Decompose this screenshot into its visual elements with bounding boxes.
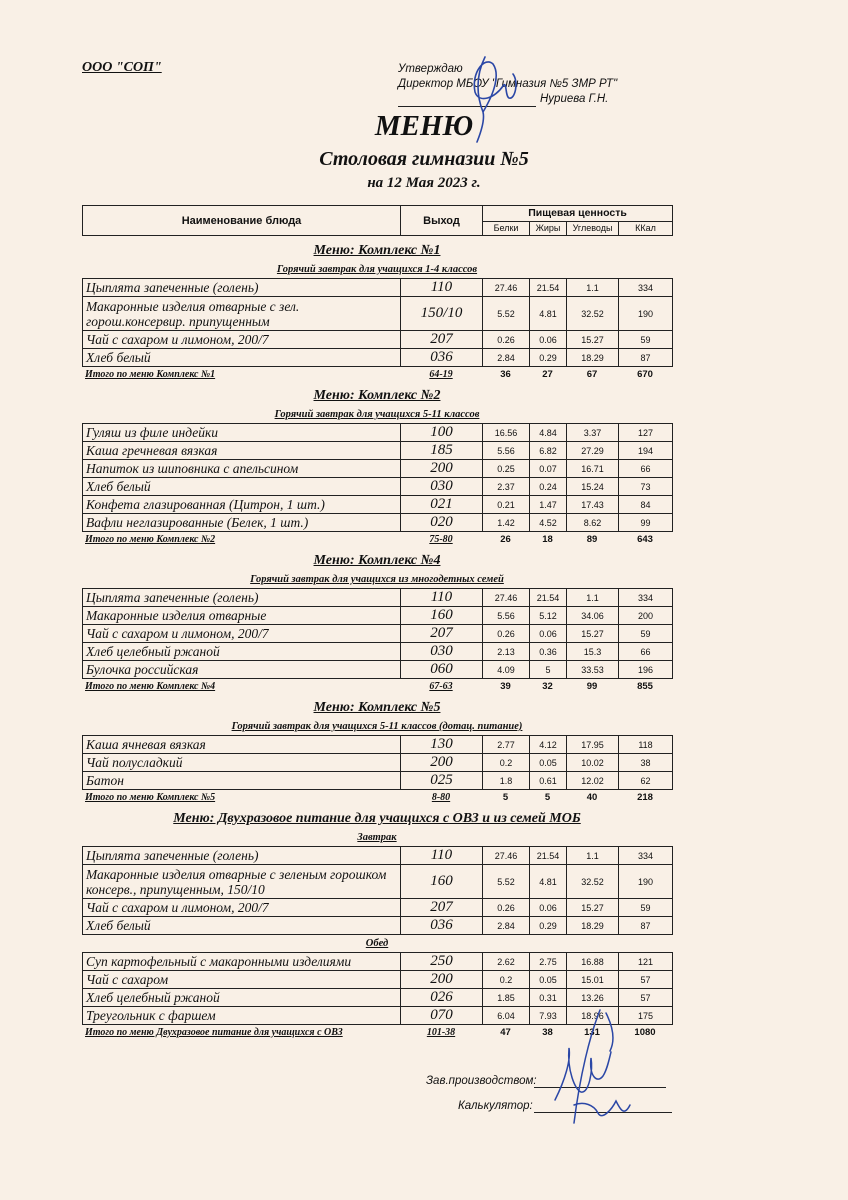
total-proteins: 26 [500,533,511,545]
proteins-value: 16.56 [483,424,530,442]
carbs-value: 15.27 [567,331,619,349]
table-row [83,754,673,772]
dish-output: 036 [401,917,483,935]
total-proteins: 5 [502,791,509,803]
table-row [83,279,673,297]
total-label: Итого по меню Комплекс №4 [85,680,216,692]
header-output: Выход [401,206,483,236]
kcal-value: 57 [619,989,673,1007]
items-table [82,278,673,367]
dish-output: 060 [401,661,483,679]
carbs-value: 17.95 [567,736,619,754]
total-output: 64-19 [429,368,453,380]
dish-name: Хлеб целебный ржаной [83,643,401,661]
proteins-value: 1.85 [483,989,530,1007]
carbs-value: 15.24 [567,478,619,496]
table-row [83,953,673,971]
dish-name: Каша гречневая вязкая [83,442,401,460]
dish-name: Цыплята запеченные (голень) [83,847,401,865]
dish-name: Макаронные изделия отварные с зел. горош.консервир. припущенным [83,297,401,331]
dish-name: Каша ячневая вязкая [83,736,401,754]
total-carbs: 67 [586,368,598,380]
carbs-value: 15.27 [567,899,619,917]
table-row [83,514,673,532]
kcal-value: 73 [619,478,673,496]
kcal-value: 62 [619,772,673,790]
total-carbs: 99 [586,680,598,692]
total-label: Итого по меню Двухразовое питание для учащихся с ОВЗ [85,1026,343,1038]
dish-output: 026 [401,989,483,1007]
kcal-value: 87 [619,917,673,935]
total-kcal: 643 [637,533,653,545]
dish-name: Суп картофельный с макаронными изделиями [83,953,401,971]
carbs-value: 10.02 [567,754,619,772]
carbs-value: 13.26 [567,989,619,1007]
carbs-value: 15.01 [567,971,619,989]
total-carbs: 89 [586,533,598,545]
items-table [82,846,673,935]
dish-output: 207 [401,625,483,643]
kcal-value: 190 [619,297,673,331]
dish-output: 020 [401,514,483,532]
total-kcal: 670 [637,368,653,380]
dish-output: 110 [401,589,483,607]
total-row [82,679,672,693]
dish-output: 110 [401,279,483,297]
dish-output: 130 [401,736,483,754]
carbs-value: 32.52 [567,865,619,899]
total-proteins: 39 [500,680,511,692]
proteins-value: 5.52 [483,865,530,899]
total-fats: 32 [542,680,553,692]
dish-output: 250 [401,953,483,971]
carbs-value: 16.88 [567,953,619,971]
table-row [83,661,673,679]
table-header [82,205,673,236]
total-row [82,532,672,546]
kcal-value: 87 [619,349,673,367]
menu-sections [82,243,672,1039]
kcal-value: 59 [619,331,673,349]
fats-value: 0.07 [530,460,567,478]
kcal-value: 99 [619,514,673,532]
kcal-value: 334 [619,279,673,297]
fats-value: 6.82 [530,442,567,460]
items-table [82,735,673,790]
kcal-value: 200 [619,607,673,625]
total-fats: 38 [542,1026,553,1038]
dish-output: 200 [401,971,483,989]
dish-name: Макаронные изделия отварные с зеленым горошком консерв., припущенным, 150/10 [83,865,401,899]
kcal-value: 334 [619,847,673,865]
table-row [83,331,673,349]
proteins-value: 0.25 [483,460,530,478]
table-row [83,736,673,754]
table-row [83,460,673,478]
dish-name: Батон [83,772,401,790]
carbs-value: 32.52 [567,297,619,331]
table-row [83,865,673,899]
approver-name: Нуриева Г.Н. [540,93,609,105]
fats-value: 21.54 [530,847,567,865]
proteins-value: 1.8 [483,772,530,790]
proteins-value: 5.56 [483,607,530,625]
dish-name: Чай с сахаром и лимоном, 200/7 [83,899,401,917]
total-carbs: 40 [586,791,598,803]
total-row [82,367,672,381]
carbs-value: 1.1 [567,279,619,297]
carbs-value: 1.1 [567,589,619,607]
dish-output: 200 [401,754,483,772]
fats-value: 0.29 [530,917,567,935]
proteins-value: 0.26 [483,625,530,643]
footer-calculator [458,1100,533,1112]
kcal-value: 121 [619,953,673,971]
total-output: 101-38 [426,1026,456,1038]
carbs-value: 33.53 [567,661,619,679]
total-kcal: 1080 [634,1026,656,1038]
dish-name: Хлеб белый [83,478,401,496]
proteins-value: 0.26 [483,899,530,917]
header-carbs: Углеводы [567,221,619,235]
fats-value: 0.24 [530,478,567,496]
header-fats: Жиры [530,221,567,235]
dish-name: Хлеб белый [83,349,401,367]
production-label: Зав.производством: [426,1075,537,1087]
table-row [83,989,673,1007]
section-subtitle: Горячий завтрак для учащихся из многодетных семей [250,574,504,585]
carbs-value: 34.06 [567,607,619,625]
dish-output: 025 [401,772,483,790]
dish-name: Чай с сахаром и лимоном, 200/7 [83,625,401,643]
dish-output: 207 [401,331,483,349]
dish-name: Напиток из шиповника с апельсином [83,460,401,478]
carbs-value: 8.62 [567,514,619,532]
total-proteins: 36 [500,368,511,380]
proteins-value: 2.37 [483,478,530,496]
carbs-value: 15.27 [567,625,619,643]
table-row [83,899,673,917]
section-total [82,532,672,546]
footer-production [426,1075,537,1087]
section-total [82,790,672,804]
fats-value: 5.12 [530,607,567,625]
table-row [83,442,673,460]
approval-line-2: Директор МБОУ "Гимназия №5 ЗМР РТ" [398,78,618,90]
kcal-value: 334 [619,589,673,607]
section-subtitle: Обед [365,938,389,949]
dish-output: 070 [401,1007,483,1025]
dish-name: Конфета глазированная (Цитрон, 1 шт.) [83,496,401,514]
dish-name: Чай с сахаром и лимоном, 200/7 [83,331,401,349]
proteins-value: 0.2 [483,971,530,989]
proteins-value: 27.46 [483,847,530,865]
dish-output: 100 [401,424,483,442]
carbs-value: 17.43 [567,496,619,514]
dish-name: Вафли неглазированные (Белек, 1 шт.) [83,514,401,532]
total-output: 67-63 [429,680,453,692]
table-row [83,847,673,865]
kcal-value: 66 [619,460,673,478]
document-subtitle: Столовая гимназии №5 [319,148,529,170]
document-date: на 12 Мая 2023 г. [367,175,481,191]
proteins-value: 2.77 [483,736,530,754]
menu-main [82,205,672,1039]
total-carbs: 131 [584,1026,600,1038]
proteins-value: 2.84 [483,917,530,935]
organization-name: ООО "СОП" [82,60,162,75]
carbs-value: 12.02 [567,772,619,790]
fats-value: 21.54 [530,279,567,297]
proteins-value: 1.42 [483,514,530,532]
dish-output: 160 [401,607,483,625]
section-title: Меню: Комплекс №5 [313,700,441,715]
table-row [83,643,673,661]
fats-value: 2.75 [530,953,567,971]
kcal-value: 59 [619,899,673,917]
total-proteins: 47 [500,1026,511,1038]
section-total [82,367,672,381]
total-kcal: 218 [637,791,653,803]
proteins-value: 2.62 [483,953,530,971]
header-nutrition: Пищевая ценность [483,206,673,222]
table-row [83,607,673,625]
proteins-value: 6.04 [483,1007,530,1025]
fats-value: 0.05 [530,754,567,772]
table-row [83,917,673,935]
proteins-value: 5.52 [483,297,530,331]
dish-name: Булочка российская [83,661,401,679]
fats-value: 0.29 [530,349,567,367]
carbs-value: 18.29 [567,349,619,367]
fats-value: 0.05 [530,971,567,989]
fats-value: 0.06 [530,899,567,917]
section-title: Меню: Комплекс №1 [313,243,441,258]
carbs-value: 18.96 [567,1007,619,1025]
dish-name: Цыплята запеченные (голень) [83,279,401,297]
approval-line-1: Утверждаю [398,63,463,75]
total-output: 8-80 [431,791,451,803]
total-kcal: 855 [637,680,653,692]
section-subtitle: Горячий завтрак для учащихся 5-11 классов (дотац. питание) [231,721,523,732]
fats-value: 4.52 [530,514,567,532]
dish-output: 150/10 [401,297,483,331]
fats-value: 4.12 [530,736,567,754]
section-total [82,679,672,693]
dish-output: 030 [401,643,483,661]
calculator-label: Калькулятор: [458,1100,533,1112]
fats-value: 0.61 [530,772,567,790]
table-row [83,971,673,989]
total-label: Итого по меню Комплекс №1 [85,368,216,380]
dish-name: Гуляш из филе индейки [83,424,401,442]
table-row [83,297,673,331]
table-row [83,478,673,496]
fats-value: 0.36 [530,643,567,661]
kcal-value: 59 [619,625,673,643]
fats-value: 4.84 [530,424,567,442]
dish-name: Чай с сахаром [83,971,401,989]
total-label: Итого по меню Комплекс №2 [85,533,216,545]
dish-output: 207 [401,899,483,917]
document-title: МЕНЮ [374,110,474,142]
dish-name: Хлеб целебный ржаной [83,989,401,1007]
kcal-value: 57 [619,971,673,989]
carbs-value: 18.29 [567,917,619,935]
section-subtitle: Горячий завтрак для учащихся 5-11 классов [274,409,480,420]
total-fats: 27 [542,368,553,380]
dish-output: 200 [401,460,483,478]
carbs-value: 3.37 [567,424,619,442]
section-title: Меню: Комплекс №2 [313,388,441,403]
table-row [83,625,673,643]
dish-name: Макаронные изделия отварные [83,607,401,625]
header-proteins: Белки [483,221,530,235]
header-dish-name: Наименование блюда [83,206,401,236]
kcal-value: 84 [619,496,673,514]
fats-value: 7.93 [530,1007,567,1025]
dish-output: 110 [401,847,483,865]
calculator-signature [560,1005,640,1130]
table-row [83,589,673,607]
dish-name: Цыплята запеченные (голень) [83,589,401,607]
carbs-value: 16.71 [567,460,619,478]
table-row [83,772,673,790]
total-row [82,790,672,804]
fats-value: 4.81 [530,297,567,331]
carbs-value: 1.1 [567,847,619,865]
kcal-value: 66 [619,643,673,661]
total-output: 75-80 [429,533,453,545]
proteins-value: 2.84 [483,349,530,367]
dish-name: Чай полусладкий [83,754,401,772]
fats-value: 0.31 [530,989,567,1007]
dish-name: Треугольник с фаршем [83,1007,401,1025]
table-row [83,349,673,367]
header-kcal: ККал [619,221,673,235]
dish-name: Хлеб белый [83,917,401,935]
proteins-value: 0.2 [483,754,530,772]
table-row [83,496,673,514]
kcal-value: 194 [619,442,673,460]
fats-value: 0.06 [530,625,567,643]
table-row [83,424,673,442]
section-subtitle: Горячий завтрак для учащихся 1-4 классов [276,264,478,275]
proteins-value: 0.26 [483,331,530,349]
section-subtitle: Завтрак [357,832,397,843]
fats-value: 4.81 [530,865,567,899]
fats-value: 0.06 [530,331,567,349]
fats-value: 1.47 [530,496,567,514]
proteins-value: 27.46 [483,589,530,607]
kcal-value: 38 [619,754,673,772]
fats-value: 5 [530,661,567,679]
proteins-value: 0.21 [483,496,530,514]
total-fats: 18 [542,533,553,545]
items-table [82,588,673,679]
section-title: Меню: Двухразовое питание для учащихся с ОВЗ и из семей МОБ [173,811,581,826]
kcal-value: 175 [619,1007,673,1025]
proteins-value: 5.56 [483,442,530,460]
dish-output: 036 [401,349,483,367]
fats-value: 21.54 [530,589,567,607]
kcal-value: 196 [619,661,673,679]
kcal-value: 127 [619,424,673,442]
kcal-value: 118 [619,736,673,754]
kcal-value: 190 [619,865,673,899]
proteins-value: 4.09 [483,661,530,679]
total-fats: 5 [544,791,551,803]
dish-output: 021 [401,496,483,514]
section-title: Меню: Комплекс №4 [313,553,441,568]
dish-output: 160 [401,865,483,899]
proteins-value: 2.13 [483,643,530,661]
carbs-value: 15.3 [567,643,619,661]
dish-output: 185 [401,442,483,460]
dish-output: 030 [401,478,483,496]
proteins-value: 27.46 [483,279,530,297]
total-label: Итого по меню Комплекс №5 [85,791,216,803]
items-table [82,423,673,532]
carbs-value: 27.29 [567,442,619,460]
